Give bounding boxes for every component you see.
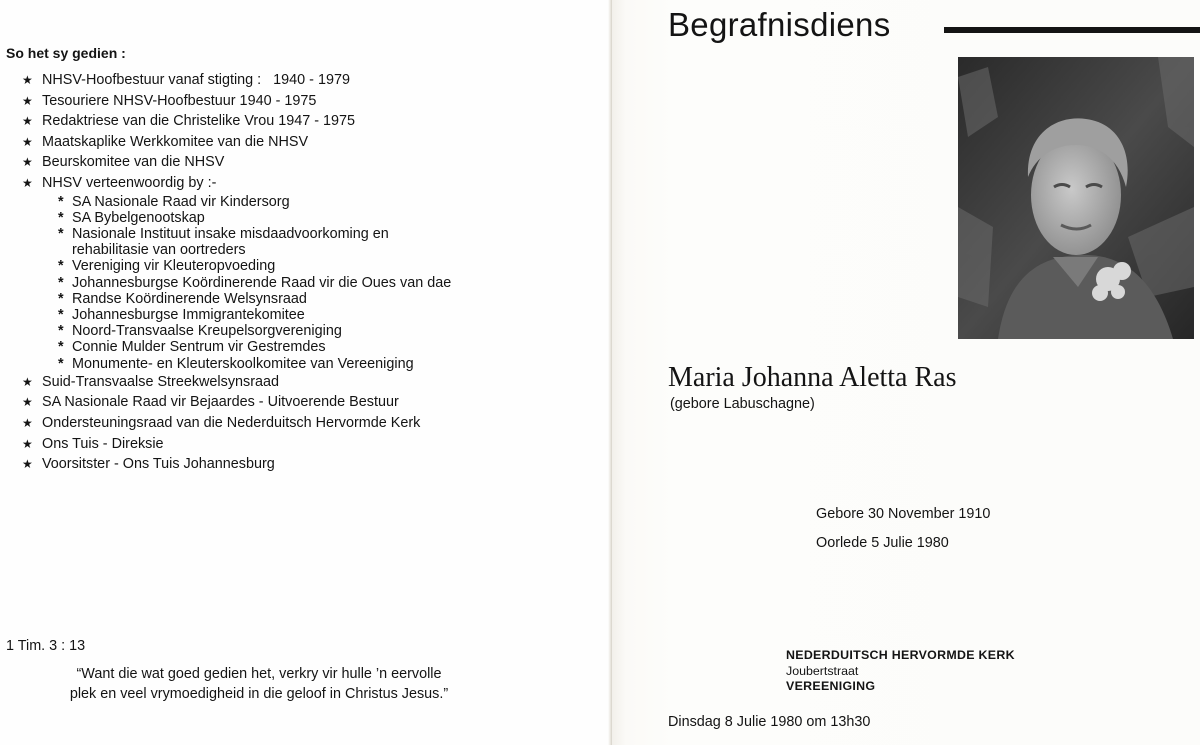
service-item	[22, 70, 582, 91]
maiden-name: (gebore Labuschagne)	[670, 396, 815, 412]
representation-text: Monumente- en Kleuterskoolkomitee van Vereeniging	[72, 355, 414, 372]
service-item-text: Voorsitster - Ons Tuis Johannesburg	[42, 456, 275, 473]
service-item-text: NHSV-Hoofbestuur vanaf stigting :	[42, 72, 262, 88]
service-item	[22, 91, 582, 112]
service-item	[22, 132, 582, 153]
church-name: NEDERDUITSCH HERVORMDE KERK	[786, 648, 1015, 662]
service-item	[22, 152, 582, 173]
star-icon: ★	[22, 457, 33, 472]
star-icon: ★	[22, 175, 33, 190]
star-icon: ★	[22, 155, 33, 170]
representation-item	[58, 210, 582, 226]
scripture-reference: 1 Tim. 3 : 13	[6, 638, 86, 654]
church-address	[786, 648, 1015, 695]
deceased-name: Maria Johanna Aletta Ras	[668, 362, 957, 393]
service-item-years: 1940 - 1979	[273, 72, 350, 88]
asterisk-icon: *	[58, 209, 64, 226]
asterisk-icon: *	[58, 306, 64, 323]
scripture-quote	[24, 664, 494, 704]
scripture-line: “Want die wat goed gedien het, verkry vir hulle ’n eervolle	[76, 666, 442, 682]
representation-text-continued: rehabilitasie van oortreders	[72, 242, 246, 259]
star-icon: ★	[22, 415, 33, 430]
asterisk-icon: *	[58, 225, 64, 242]
service-item	[22, 173, 582, 372]
birth-date: Gebore 30 November 1910	[816, 506, 991, 522]
asterisk-icon: *	[58, 193, 64, 210]
star-icon: ★	[22, 73, 33, 87]
representation-item	[58, 275, 582, 291]
service-item-text: Beurskomitee van die NHSV	[42, 154, 225, 171]
star-icon: ★	[22, 114, 33, 129]
scripture-line: plek en veel vrymoedigheid in die geloof in Christus Jesus.”	[69, 686, 449, 702]
representation-text: Vereniging vir Kleuteropvoeding	[72, 258, 276, 275]
death-date: Oorlede 5 Julie 1980	[816, 535, 949, 551]
service-item	[22, 413, 582, 434]
star-icon: ★	[22, 436, 33, 451]
church-town: VEREENIGING	[786, 679, 876, 693]
representation-text: Johannesburgse Koördinerende Raad vir die Oues van dae	[72, 274, 452, 291]
service-item	[22, 434, 582, 455]
representation-item	[58, 194, 582, 210]
representation-item	[58, 226, 582, 258]
service-item	[22, 454, 582, 475]
representation-text: Noord-Transvaalse Kreupelsorgvereniging	[72, 323, 342, 340]
service-item-text: SA Nasionale Raad vir Bejaardes - Uitvoerende Bestuur	[42, 394, 399, 411]
representation-text: Randse Koördinerende Welsynsraad	[72, 290, 307, 307]
representation-text: SA Nasionale Raad vir Kindersorg	[72, 193, 290, 210]
service-item-text: Redaktriese van die Christelike Vrou 1947 - 1975	[42, 113, 356, 130]
star-icon: ★	[22, 374, 33, 389]
asterisk-icon: *	[58, 258, 64, 275]
asterisk-icon: *	[58, 323, 64, 340]
church-street: Joubertstraat	[786, 663, 859, 678]
representation-item	[58, 339, 582, 355]
service-item-text: Suid-Transvaalse Streekwelsynsraad	[42, 373, 280, 390]
service-item	[22, 111, 582, 132]
service-list	[22, 70, 582, 475]
service-item-text: NHSV verteenwoordig by :-	[42, 174, 217, 191]
asterisk-icon: *	[58, 290, 64, 307]
star-icon: ★	[22, 395, 33, 410]
star-icon: ★	[22, 134, 33, 149]
representation-text: Nasionale Instituut insake misdaadvoorkoming en	[72, 225, 389, 242]
representation-item	[58, 356, 582, 372]
representation-item	[58, 307, 582, 323]
asterisk-icon: *	[58, 339, 64, 356]
served-heading: So het sy gedien :	[6, 45, 126, 61]
life-dates	[816, 500, 990, 558]
asterisk-icon: *	[58, 274, 64, 291]
representation-text: SA Bybelgenootskap	[72, 209, 205, 226]
service-title: Begrafnisdiens	[668, 6, 891, 43]
representation-item	[58, 258, 582, 274]
representation-text: Connie Mulder Sentrum vir Gestremdes	[72, 339, 326, 356]
star-icon: ★	[22, 93, 33, 108]
representation-item	[58, 323, 582, 339]
representation-text: Johannesburgse Immigrantekomitee	[72, 306, 305, 323]
representation-list	[22, 194, 582, 372]
title-rule	[944, 27, 1200, 33]
service-item-text: Tesouriere NHSV-Hoofbestuur 1940 - 1975	[42, 92, 317, 109]
representation-item	[58, 291, 582, 307]
service-item-text: Ondersteuningsraad van die Nederduitsch Hervormde Kerk	[42, 414, 421, 431]
asterisk-icon: *	[58, 355, 64, 372]
portrait-image	[958, 57, 1194, 339]
service-date-time: Dinsdag 8 Julie 1980 om 13h30	[668, 714, 871, 730]
service-item-text: Ons Tuis - Direksie	[42, 435, 164, 452]
service-item	[22, 392, 582, 413]
service-item	[22, 372, 582, 393]
service-item-text: Maatskaplike Werkkomitee van die NHSV	[42, 133, 309, 150]
portrait-photo	[958, 57, 1194, 339]
